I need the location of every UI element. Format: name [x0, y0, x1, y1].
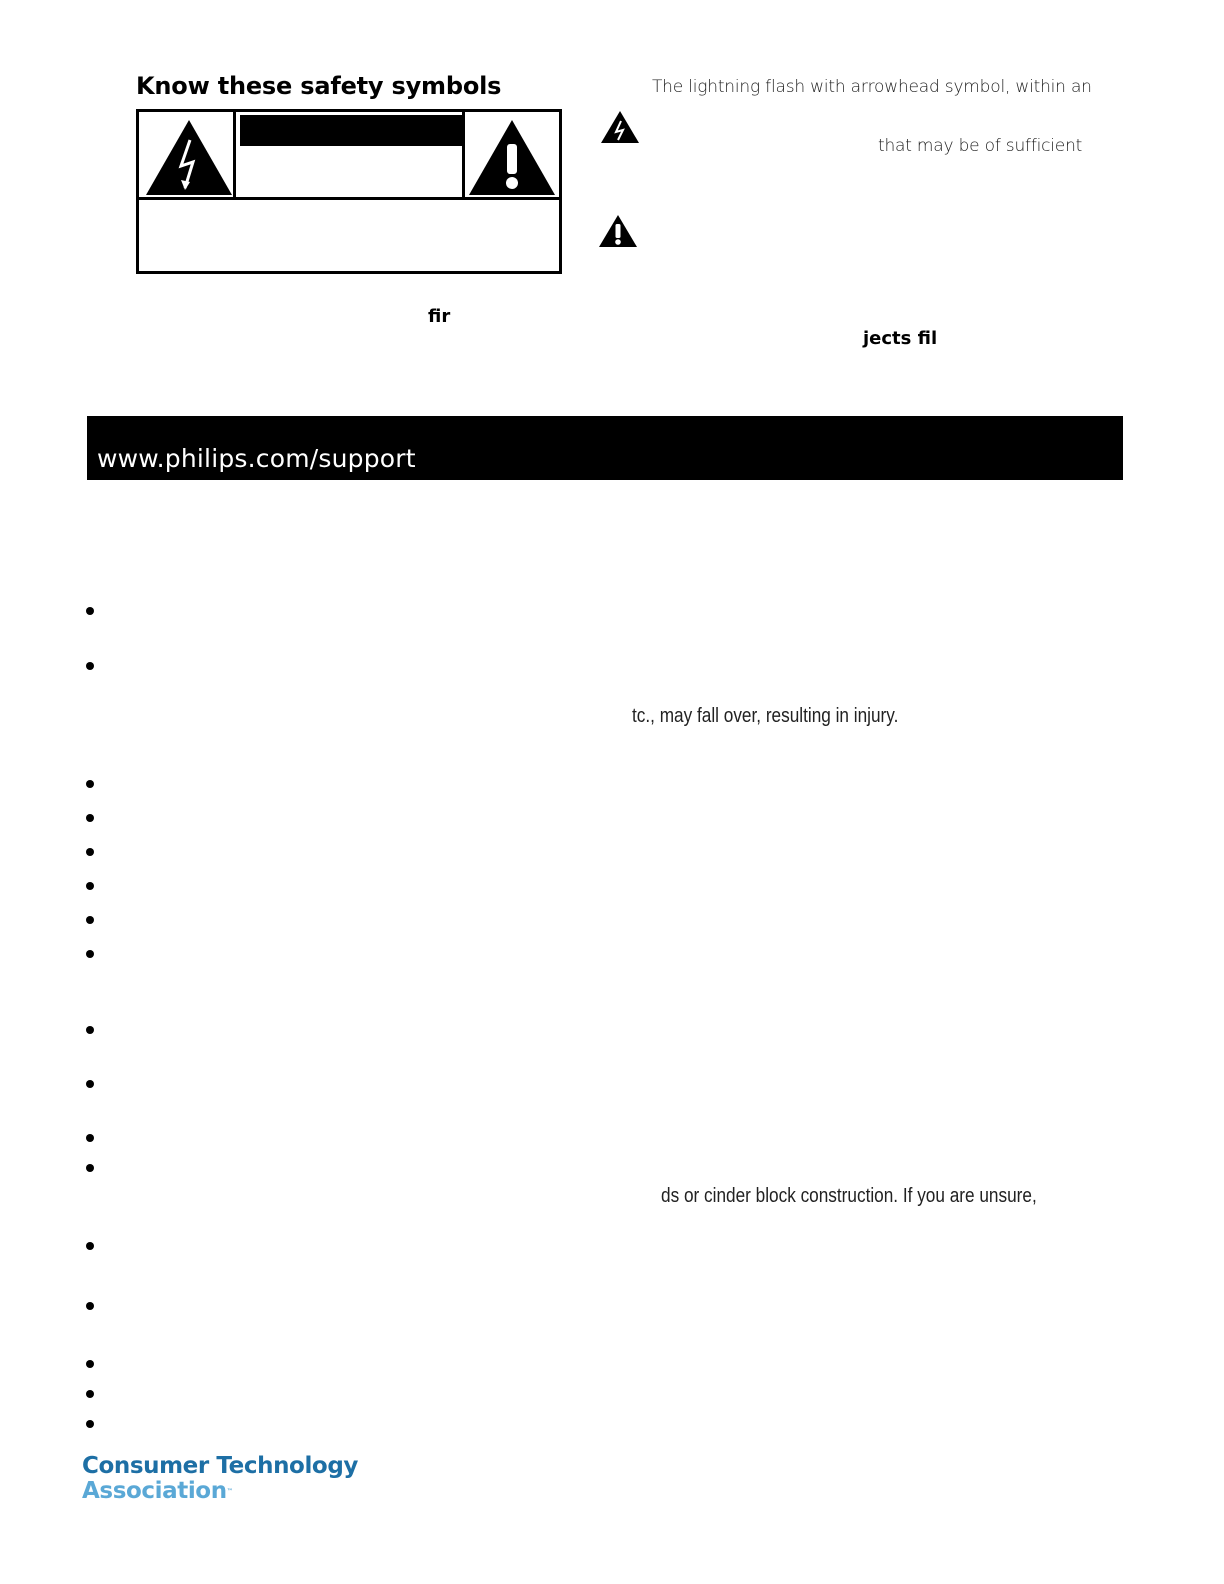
cta-logo-association: Association — [82, 1478, 227, 1504]
cta-logo-line2 — [82, 1479, 358, 1504]
list-bullet — [86, 1302, 94, 1310]
symbol-cell-left — [139, 112, 236, 200]
list-bullet — [86, 1242, 94, 1250]
list-bullet — [86, 662, 94, 670]
list-bullet — [86, 1080, 94, 1088]
list-bullet — [86, 1390, 94, 1398]
lightning-symbol-description-line2: that may be of sufficient — [878, 136, 1083, 156]
page-heading: Know these safety symbols — [136, 72, 502, 100]
trademark-mark: ™ — [226, 1488, 233, 1495]
list-bullet — [86, 607, 94, 615]
support-url-link[interactable]: www.philips.com/support — [97, 444, 416, 473]
list-bullet — [86, 1420, 94, 1428]
list-bullet — [86, 1360, 94, 1368]
list-bullet — [86, 950, 94, 958]
text-fragment-fir: fir — [428, 306, 451, 327]
list-bullet — [86, 916, 94, 924]
list-bullet — [86, 848, 94, 856]
symbol-cell-right — [462, 112, 559, 200]
list-bullet — [86, 1134, 94, 1142]
text-fragment-cinder-block: ds or cinder block construction. If you are unsure, — [661, 1185, 1037, 1207]
text-fragment-jects-fil: jects fil — [863, 328, 938, 349]
list-bullet — [86, 882, 94, 890]
list-bullet — [86, 814, 94, 822]
small-lightning-icon — [599, 109, 641, 145]
cta-logo-line1: Consumer Technology — [82, 1453, 358, 1479]
lightning-warning-icon — [143, 116, 235, 198]
lightning-symbol-description-line1: The lightning flash with arrowhead symbol, within an — [652, 77, 1092, 97]
list-bullet — [86, 1164, 94, 1172]
support-banner — [87, 416, 1123, 480]
caution-label-bar — [240, 115, 463, 146]
list-bullet — [86, 1026, 94, 1034]
safety-symbol-box — [136, 109, 562, 274]
list-bullet — [86, 780, 94, 788]
text-fragment-injury: tc., may fall over, resulting in injury. — [632, 705, 899, 727]
small-exclamation-icon — [597, 213, 639, 249]
exclamation-warning-icon — [466, 116, 558, 198]
cta-logo — [82, 1454, 358, 1504]
